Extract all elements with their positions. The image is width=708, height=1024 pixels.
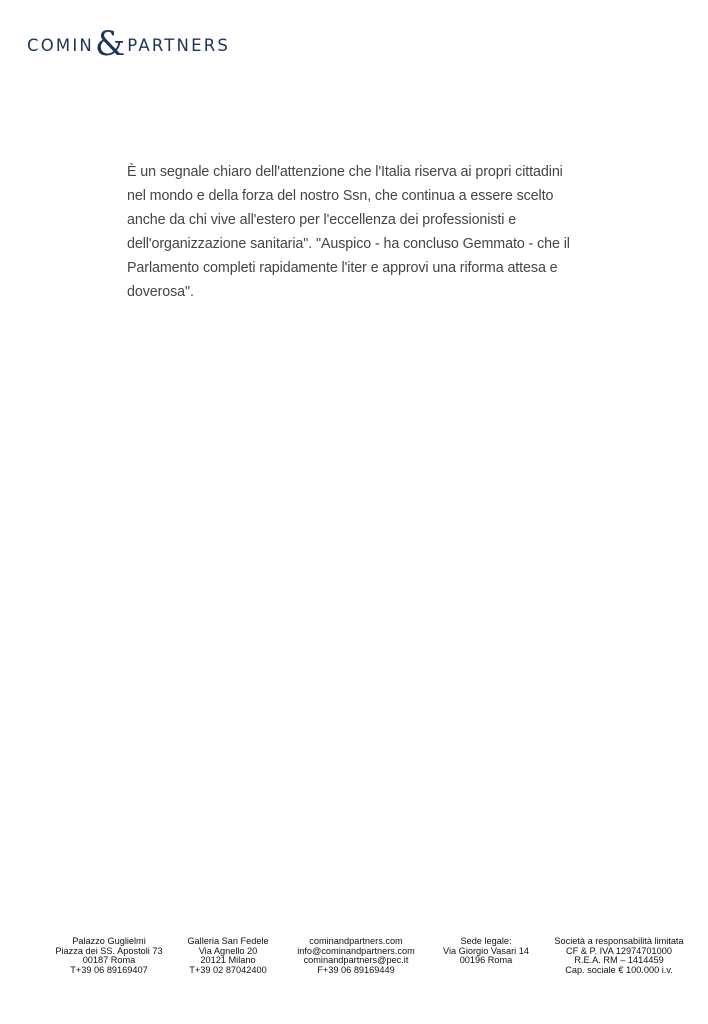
footer-milan-office xyxy=(180,937,276,975)
footer-rome-office xyxy=(50,937,168,975)
company-logo xyxy=(27,26,230,64)
footer-line: R.E.A. RM – 1414459 xyxy=(574,955,664,966)
footer-line: T+39 06 89169407 xyxy=(70,964,148,975)
footer-line: 00187 Roma xyxy=(82,955,136,966)
footer-line: T+39 02 87042400 xyxy=(189,964,267,975)
footer-contacts xyxy=(290,937,422,975)
logo-word-comin: COMIN xyxy=(27,35,94,55)
footer-line: CF & P. IVA 12974701000 xyxy=(566,945,672,956)
footer-line: Via Giorgio Vasari 14 xyxy=(443,945,529,956)
body-line: Parlamento completi rapidamente l'iter e approvi una riforma attesa e xyxy=(127,260,558,276)
footer xyxy=(0,937,708,977)
body-line: doverosa". xyxy=(127,284,194,300)
body-line: dell'organizzazione sanitaria". "Auspico - ha concluso Gemmato - che il xyxy=(127,236,570,252)
footer-line: 20121 Milano xyxy=(200,955,256,966)
footer-line: 00196 Roma xyxy=(459,955,513,966)
footer-fax: F+39 06 89169449 xyxy=(317,964,395,975)
footer-line: Palazzo Guglielmi xyxy=(72,936,146,946)
footer-line: Piazza dei SS. Apostoli 73 xyxy=(55,945,163,956)
body-line: nel mondo e della forza del nostro Ssn, che continua a essere scelto xyxy=(127,188,554,204)
logo-ampersand: & xyxy=(94,24,126,64)
footer-line: Via Agnello 20 xyxy=(198,945,258,956)
footer-pec-email: cominandpartners@pec.it xyxy=(303,955,409,966)
footer-email: info@cominandpartners.com xyxy=(297,945,415,956)
footer-company-info xyxy=(546,937,692,975)
footer-line: Società a responsabilità limitata xyxy=(554,936,684,946)
footer-registered-office xyxy=(436,937,536,966)
footer-line: Galleria San Fedele xyxy=(187,936,269,946)
body-paragraph xyxy=(127,160,587,304)
body-line: È un segnale chiaro dell'attenzione che l'Italia riserva ai propri cittadini xyxy=(127,164,563,180)
footer-line: Cap. sociale € 100.000 i.v. xyxy=(565,964,673,975)
footer-line: Sede legale: xyxy=(460,936,512,946)
logo-word-partners: PARTNERS xyxy=(127,35,231,55)
body-line: anche da chi vive all'estero per l'eccellenza dei professionisti e xyxy=(127,212,517,228)
footer-website: cominandpartners.com xyxy=(309,936,403,946)
